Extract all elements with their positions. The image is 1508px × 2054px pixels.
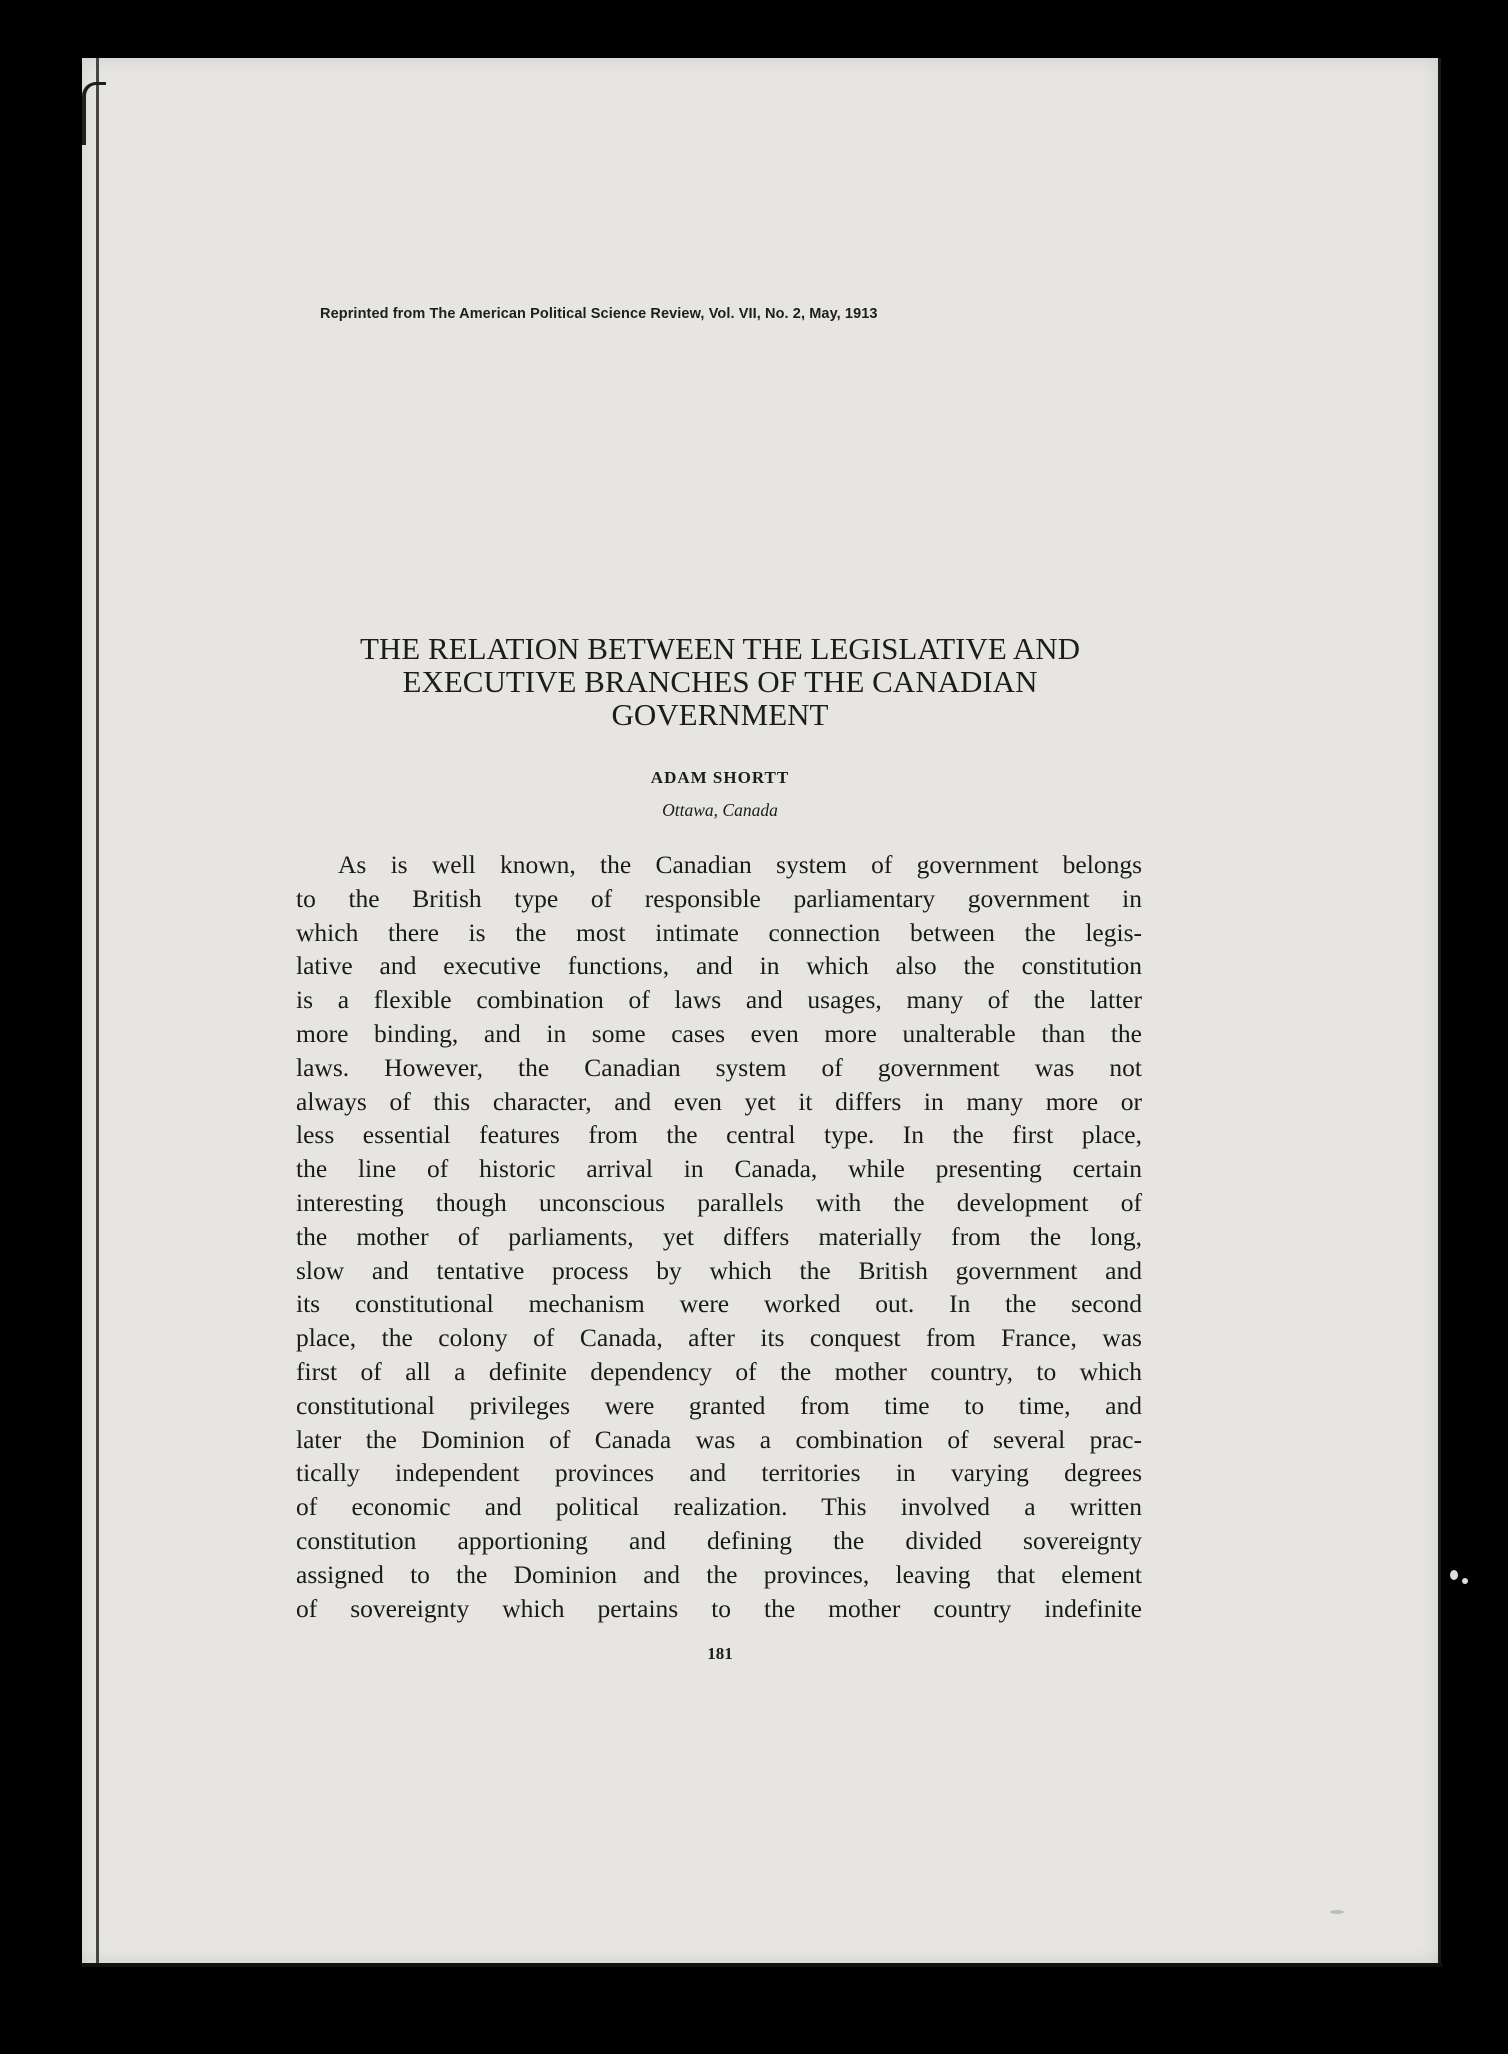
body-line: constitution apportioning and defining the divided sovereignty xyxy=(296,1525,1142,1555)
binding-mark xyxy=(82,82,106,145)
page-bottom-edge xyxy=(82,1963,1442,1967)
body-line: lative and executive functions, and in which also the constitution xyxy=(296,951,1142,981)
scan-speck xyxy=(1450,1570,1458,1580)
body-line: its constitutional mechanism were worked out. In the second xyxy=(296,1289,1142,1319)
body-line: tically independent provinces and territories in varying degrees xyxy=(296,1458,1142,1488)
body-line: place, the colony of Canada, after its conquest from France, was xyxy=(296,1323,1142,1353)
body-line: the mother of parliaments, yet differs materially from the long, xyxy=(296,1221,1142,1251)
scan-speck xyxy=(1462,1578,1468,1584)
title-line: THE RELATION BETWEEN THE LEGISLATIVE AND xyxy=(359,631,1081,666)
body-line: the line of historic arrival in Canada, while presenting certain xyxy=(296,1154,1142,1184)
body-line: assigned to the Dominion and the provinces, leaving that element xyxy=(296,1559,1142,1589)
article-body xyxy=(296,848,1142,1625)
body-line: is a flexible combination of laws and usages, many of the latter xyxy=(296,985,1142,1015)
title-line: EXECUTIVE BRANCHES OF THE CANADIAN xyxy=(402,664,1038,699)
author-name: ADAM SHORTT xyxy=(650,768,790,787)
body-line: which there is the most intimate connection between the legis- xyxy=(296,917,1142,947)
body-line: constitutional privileges were granted from time to time, and xyxy=(296,1390,1142,1420)
body-line: always of this character, and even yet it differs in many more or xyxy=(296,1086,1142,1116)
title-line: GOVERNMENT xyxy=(611,697,829,732)
scan-speck xyxy=(1330,1910,1344,1914)
body-line: interesting though unconscious parallels with the development of xyxy=(296,1187,1142,1217)
body-line: more binding, and in some cases even more unalterable than the xyxy=(296,1018,1142,1048)
body-line: of sovereignty which pertains to the mother country indefinite xyxy=(296,1593,1142,1623)
page-number: 181 xyxy=(707,1644,733,1663)
article-title xyxy=(290,632,1150,731)
body-line: slow and tentative process by which the British government and xyxy=(296,1255,1142,1285)
reprint-notice: Reprinted from The American Political Science Review, Vol. VII, No. 2, May, 1913 xyxy=(320,306,878,322)
body-line: first of all a definite dependency of the mother country, to which xyxy=(296,1356,1142,1386)
author-affiliation: Ottawa, Canada xyxy=(662,800,778,820)
binding-edge xyxy=(96,58,99,1963)
body-line: less essential features from the central type. In the first place, xyxy=(296,1120,1142,1150)
body-line: laws. However, the Canadian system of government was not xyxy=(296,1052,1142,1082)
body-line: As is well known, the Canadian system of government belongs xyxy=(338,850,1142,879)
body-line: later the Dominion of Canada was a combination of several prac- xyxy=(296,1424,1142,1454)
body-line: of economic and political realization. This involved a written xyxy=(296,1492,1142,1522)
body-line: to the British type of responsible parliamentary government in xyxy=(296,883,1142,913)
